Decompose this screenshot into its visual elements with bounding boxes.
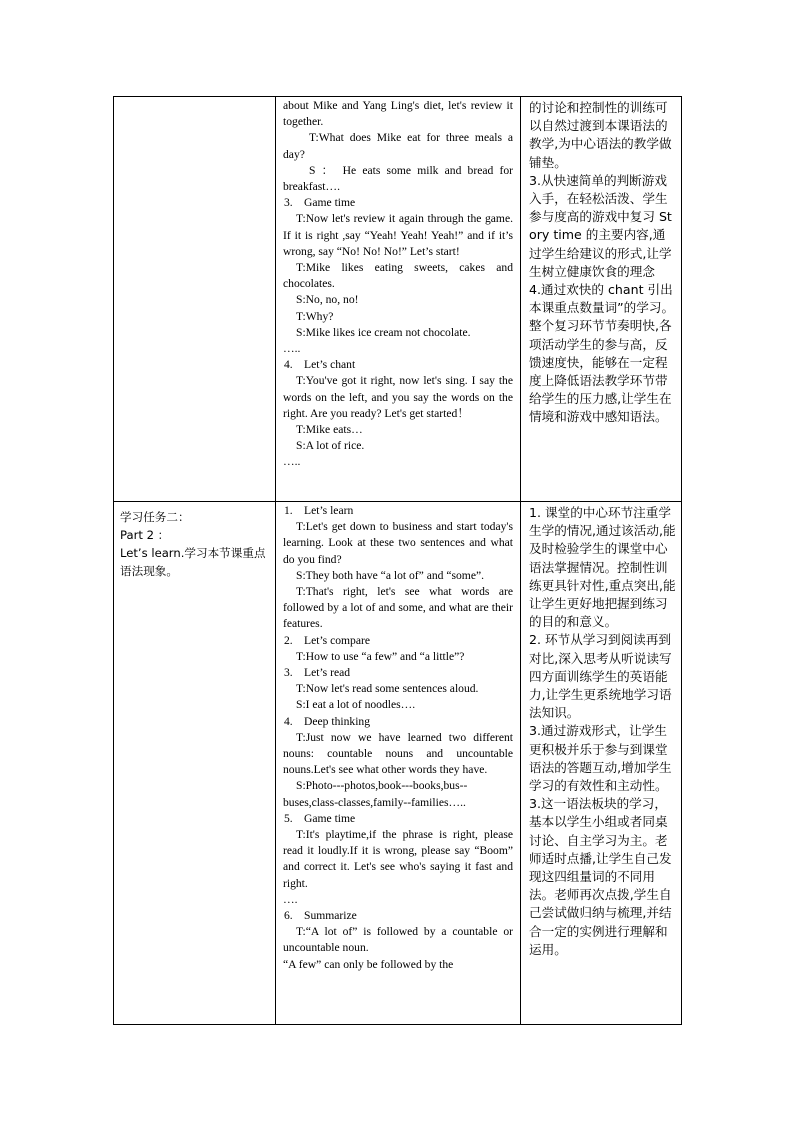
step-number: 3.: [284, 196, 293, 210]
rationale-paragraph: 3.通过游戏形式，让学生更积极并乐于参与到课堂语法的答题互动,增加学生学习的有效性和主动性。: [529, 723, 672, 794]
activity-line: T:Why?: [296, 309, 334, 323]
step-title: Game time: [304, 196, 356, 210]
step-title: Game time: [304, 811, 356, 825]
step-number: 2.: [284, 633, 293, 647]
activity-line: T:What does Mike eat for three meals a day?: [283, 131, 513, 161]
rationale-paragraph: 1. 课堂的中心环节注重学生学的情况,通过该活动,能及时检验学生的课堂中心语法掌握情况。控制性训练更具针对性,重点突出,能让学生更好地把握到练习的目的和意义。: [529, 505, 676, 630]
task-cell: [114, 97, 276, 502]
task-label: Part 2 ：: [120, 528, 170, 542]
step-number: 5.: [284, 811, 293, 825]
activity-line: S:I eat a lot of noodles….: [296, 698, 416, 712]
activity-line: T:Mike likes eating sweets, cakes and chocolates.: [283, 261, 513, 291]
step-title: Summarize: [304, 909, 357, 923]
task-cell: [114, 502, 276, 1025]
activity-line: about Mike and Yang Ling's diet, let's review it together.: [283, 99, 513, 129]
step-title: Let’s learn: [304, 504, 354, 517]
activity-line: …..: [283, 455, 301, 469]
rationale-paragraph: 2. 环节从学习到阅读再到对比,深入思考从听说读写四方面训练学生的英语能力,让学生更系统地学习语法知识。: [529, 632, 672, 721]
activity-line: …..: [283, 342, 301, 356]
task-label: Let’s learn.学习本节课重点语法现象。: [120, 546, 266, 578]
activity-line: S ： He eats some milk and bread for breakfast….: [283, 163, 513, 194]
activity-line: “A few” can only be followed by the: [283, 957, 454, 971]
activity-line: S:Photo---photos,book---books,bus--buses,class-classes,family--families…..: [283, 779, 468, 809]
activity-line: T:Let's get down to business and start today's learning. Look at these two sentences and what do you find?: [283, 520, 513, 566]
activity-line: [283, 665, 513, 681]
step-title: Let’s compare: [304, 633, 370, 647]
rationale-cell: [521, 502, 682, 1025]
activity-line: T:Now let's review it again through the game. If it is right ,say “Yeah! Yeah! Yeah!” and if it’s wrong, say “No! No! No!” Let’s start!: [283, 212, 513, 258]
activity-line: [283, 357, 513, 373]
activity-line: [283, 811, 513, 827]
table-row: [114, 502, 682, 1025]
step-number: 4.: [284, 714, 293, 728]
activity-cell: [276, 502, 521, 1025]
activity-line: S:They both have “a lot of” and “some”.: [296, 568, 485, 582]
activity-line: S:A lot of rice.: [296, 439, 365, 453]
activity-line: T:It's playtime,if the phrase is right, please read it loudly.If it is wrong, please say “Boom” and correct it. Let's see who's saying it fast and right.: [283, 828, 513, 890]
activity-line: [283, 908, 513, 924]
rationale-cell: [521, 97, 682, 502]
rationale-paragraph: 3.从快速简单的判断游戏入手，在轻松活泼、学生参与度高的游戏中复习 Story time 的主要内容,通过学生给建议的形式,让学生树立健康饮食的理念: [529, 172, 672, 279]
rationale-paragraph: 4.通过欢快的 chant 引出本课重点数量词”的学习。整个复习环节节奏明快,各项活动学生的参与高，反馈速度快，能够在一定程度上降低语法教学环节带给学生的压力感,让学生在情境和游戏中感知语法。: [529, 282, 675, 425]
activity-line: [283, 195, 513, 211]
step-number: 4.: [284, 358, 293, 372]
activity-line: ….: [283, 892, 298, 906]
activity-line: T:You've got it right, now let's sing. I say the words on the left, and you say the words on the right. Are you ready? Let's get started！: [283, 374, 513, 420]
step-title: Let’s read: [304, 666, 351, 680]
activity-line: T:Mike eats…: [296, 423, 363, 437]
activity-line: [283, 714, 513, 730]
activity-line: S:Mike likes ice cream not chocolate.: [296, 325, 471, 339]
activity-line: [283, 633, 513, 649]
activity-line: S:No, no, no!: [296, 293, 359, 307]
activity-line: T:Now let's read some sentences aloud.: [296, 682, 479, 696]
activity-line: T:“A lot of” is followed by a countable or uncountable noun.: [283, 925, 513, 955]
step-title: Deep thinking: [304, 714, 371, 728]
step-number: 3.: [284, 666, 293, 680]
activity-line: T:That's right, let's see what words are followed by a lot of and some, and what are their features.: [283, 585, 513, 631]
rationale-paragraph: 的讨论和控制性的训练可以自然过渡到本课语法的教学,为中心语法的教学做铺垫。: [529, 100, 672, 170]
table-row: [114, 97, 682, 502]
step-title: Let’s chant: [304, 358, 356, 372]
step-number: 1.: [284, 504, 293, 517]
step-number: 6.: [284, 909, 293, 923]
activity-line: T:Just now we have learned two different nouns: countable nouns and uncountable nouns.Let's see what other words they have.: [283, 730, 513, 777]
lesson-plan-table: [113, 96, 682, 1025]
task-label: 学习任务二：: [120, 510, 190, 524]
rationale-paragraph: 3.这一语法板块的学习，基本以学生小组或者同桌讨论、自主学习为主。老师适时点播,让学生自己发现这四组量词的不同用法。老师再次点拨,学生自己尝试做归纳与梳理,并结合一定的实例进行理解和运用。: [529, 796, 672, 957]
activity-line: T:How to use “a few” and “a little”?: [296, 649, 465, 663]
activity-line: [283, 503, 513, 519]
activity-cell: [276, 97, 521, 502]
